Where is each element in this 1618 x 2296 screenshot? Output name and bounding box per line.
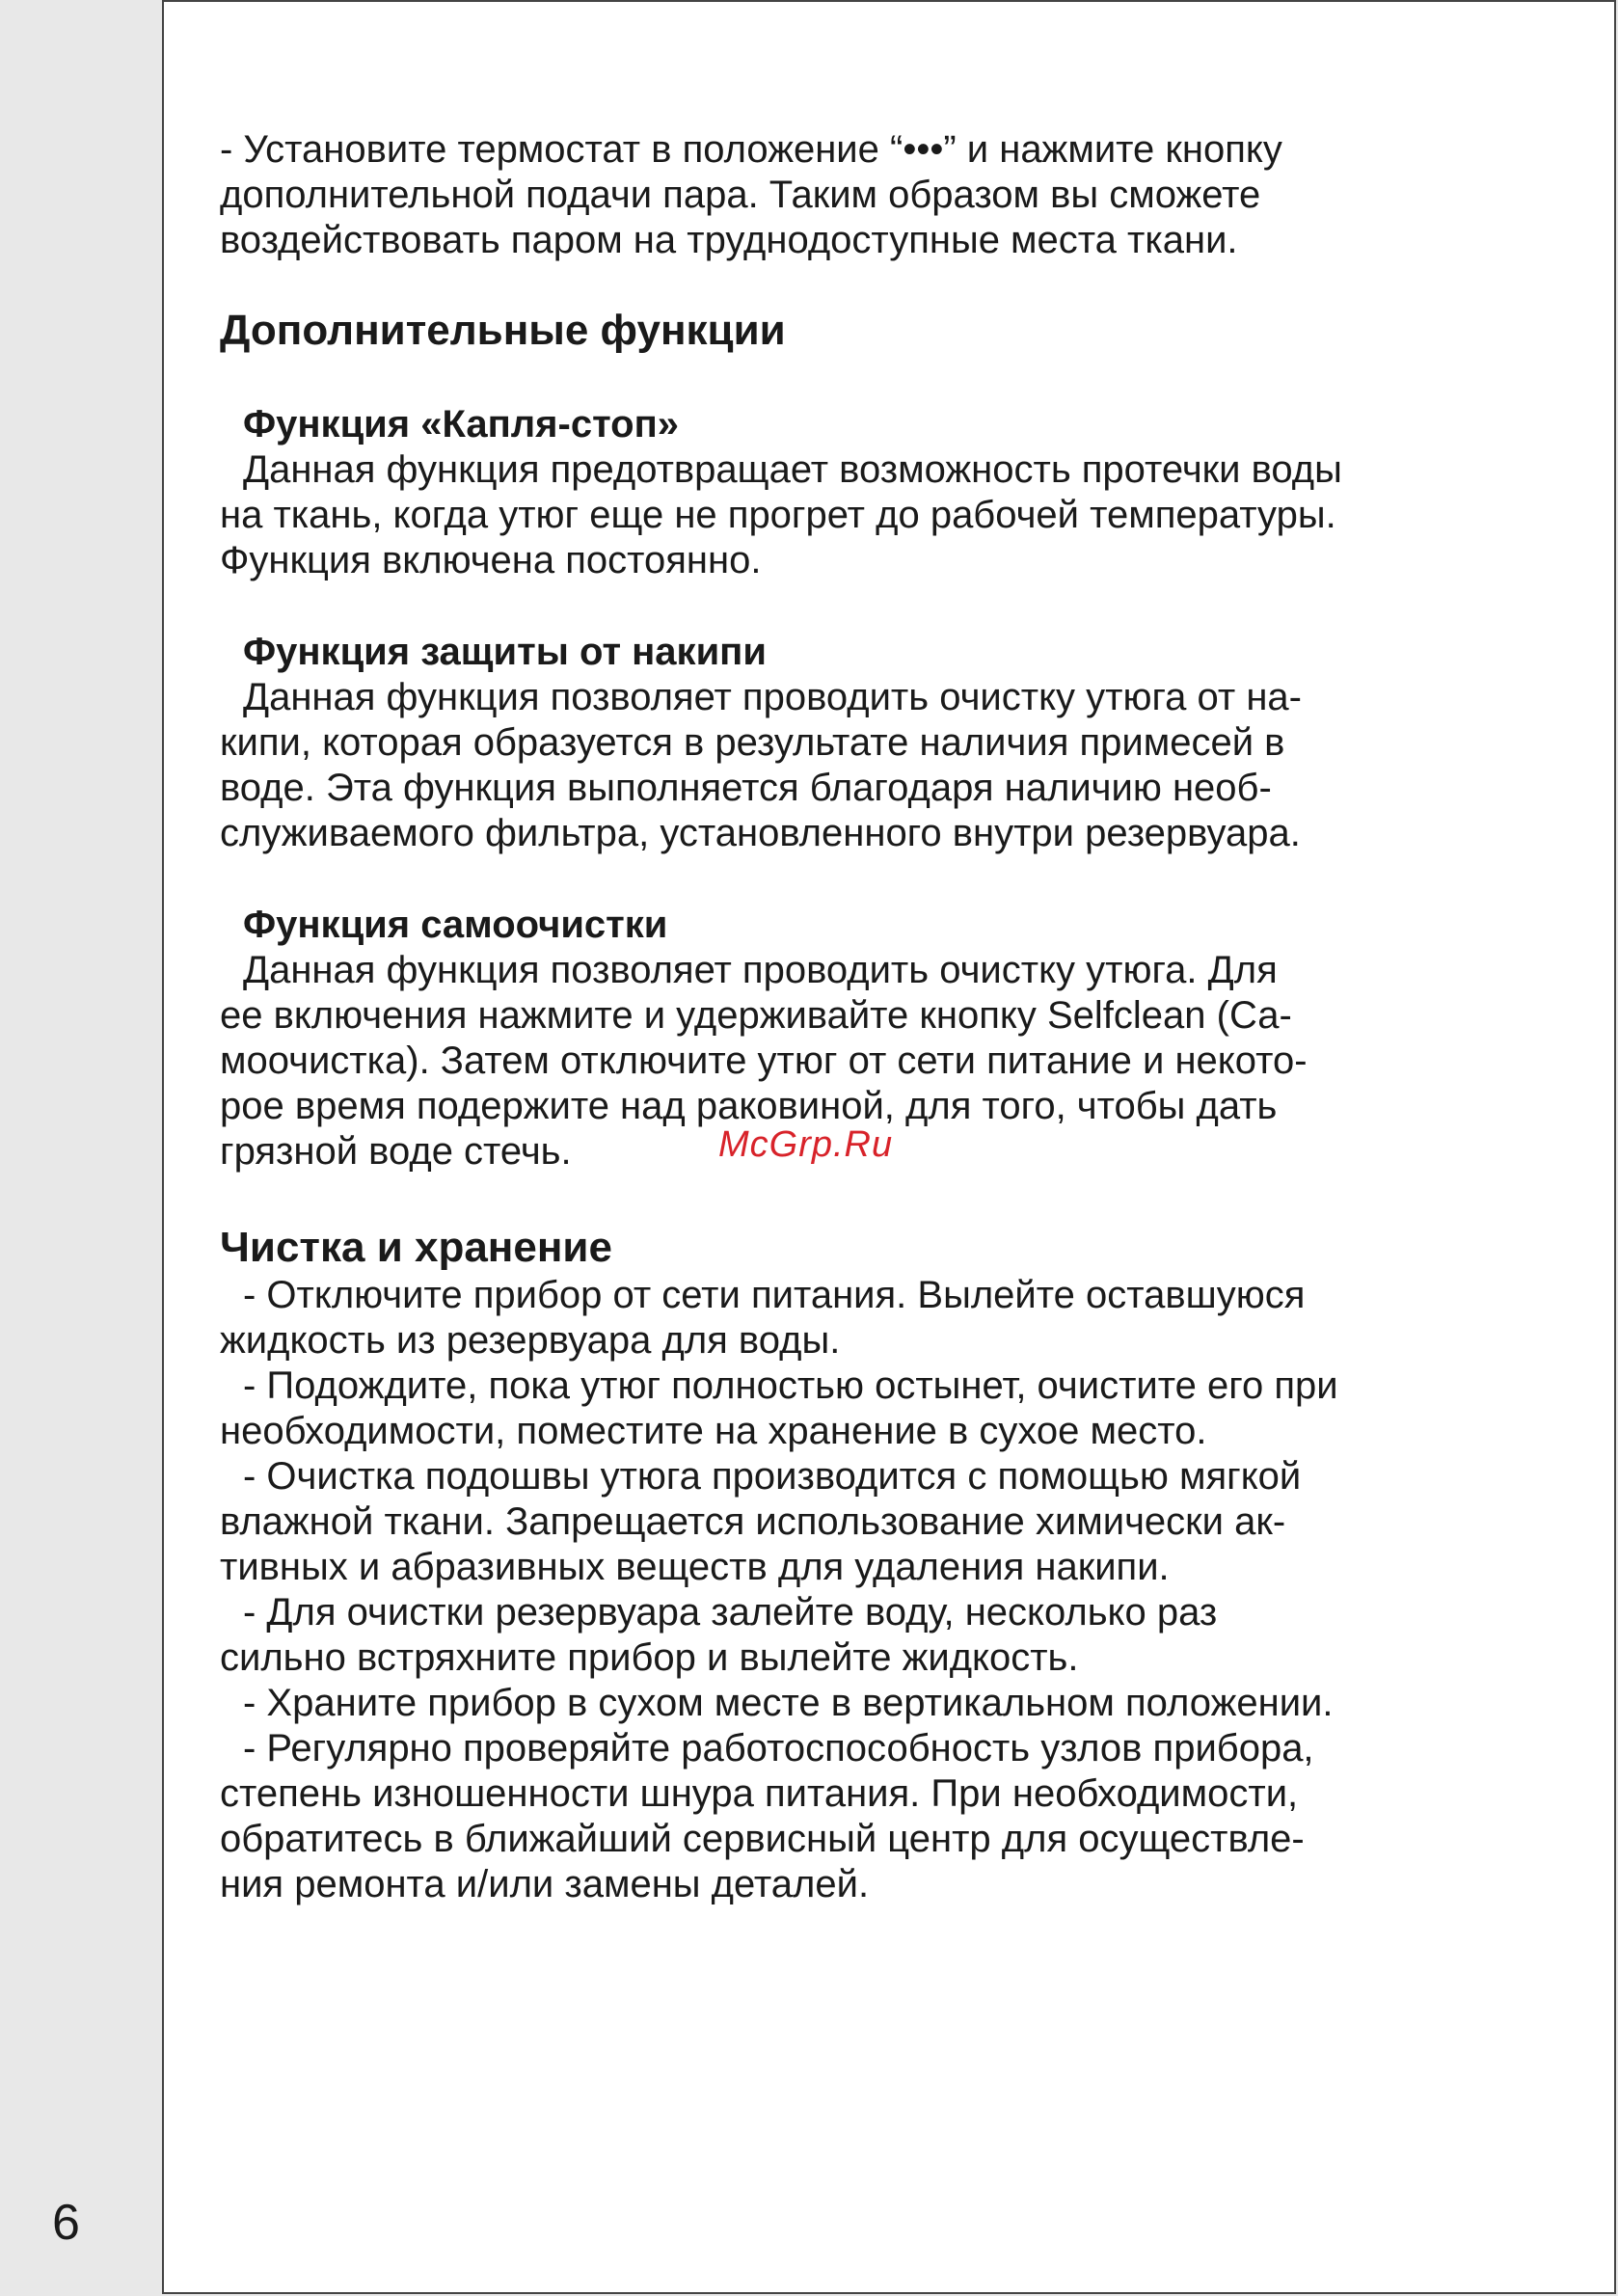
text-line: - Очистка подошвы утюга производится с помощью мягкой bbox=[243, 1455, 1302, 1498]
text-line: ее включения нажмите и удерживайте кнопку Selfclean (Са- bbox=[220, 994, 1292, 1037]
subsection-title-drip-stop: Функция «Капля-стоп» bbox=[243, 403, 679, 446]
text-line: - Установите термостат в положение “•••” и нажмите кнопку bbox=[220, 128, 1282, 171]
text-line: сильно встряхните прибор и вылейте жидкость. bbox=[220, 1636, 1079, 1679]
text-line: - Подождите, пока утюг полностью остынет, очистите его при bbox=[243, 1364, 1338, 1407]
text-line: Данная функция предотвращает возможность протечки воды bbox=[243, 448, 1342, 491]
text-line: жидкость из резервуара для воды. bbox=[220, 1319, 841, 1362]
text-line: - Регулярно проверяйте работоспособность узлов прибора, bbox=[243, 1727, 1314, 1769]
text-line: воде. Эта функция выполняется благодаря наличию необ- bbox=[220, 767, 1272, 809]
text-line: - Храните прибор в сухом месте в вертикальном положении. bbox=[243, 1682, 1334, 1724]
page-number: 6 bbox=[52, 2195, 80, 2251]
text-line: Функция включена постоянно. bbox=[220, 539, 762, 581]
drip-stop-paragraph bbox=[220, 447, 1425, 583]
subsection-title-anti-calc: Функция защиты от накипи bbox=[243, 631, 767, 673]
text-line: рое время подержите над раковиной, для того, чтобы дать bbox=[220, 1085, 1278, 1127]
text-line: обратитесь в ближайший сервисный центр для осуществле- bbox=[220, 1818, 1305, 1860]
text-line: на ткань, когда утюг еще не прогрет до рабочей температуры. bbox=[220, 494, 1336, 536]
intro-paragraph bbox=[220, 127, 1425, 263]
text-line: Данная функция позволяет проводить очистку утюга от на- bbox=[243, 676, 1302, 718]
text-line: необходимости, поместите на хранение в сухое место. bbox=[220, 1410, 1207, 1452]
text-line: тивных и абразивных веществ для удаления накипи. bbox=[220, 1546, 1170, 1588]
watermark: McGrp.Ru bbox=[718, 1124, 894, 1165]
anti-calc-paragraph bbox=[220, 675, 1425, 856]
text-line: служиваемого фильтра, установленного внутри резервуара. bbox=[220, 812, 1301, 854]
cleaning-storage-list bbox=[220, 1273, 1425, 1907]
section-title-extra-functions: Дополнительные функции bbox=[220, 307, 786, 354]
text-line: кипи, которая образуется в результате наличия примесей в bbox=[220, 721, 1285, 764]
text-line: - Отключите прибор от сети питания. Вылейте оставшуюся bbox=[243, 1274, 1306, 1316]
text-line: степень изношенности шнура питания. При необходимости, bbox=[220, 1772, 1299, 1815]
text-line: воздействовать паром на труднодоступные места ткани. bbox=[220, 219, 1238, 261]
text-line: дополнительной подачи пара. Таким образом вы сможете bbox=[220, 174, 1261, 216]
page-content bbox=[220, 127, 1425, 1907]
section-title-cleaning-storage: Чистка и хранение bbox=[220, 1224, 612, 1271]
text-line: - Для очистки резервуара залейте воду, несколько раз bbox=[243, 1591, 1218, 1634]
text-line: моочистка). Затем отключите утюг от сети питание и некото- bbox=[220, 1040, 1308, 1082]
text-line: Данная функция позволяет проводить очистку утюга. Для bbox=[243, 949, 1278, 991]
subsection-title-self-clean: Функция самоочистки bbox=[243, 904, 668, 946]
text-line: грязной воде стечь. bbox=[220, 1130, 572, 1173]
text-line: влажной ткани. Запрещается использование химически ак- bbox=[220, 1500, 1286, 1543]
text-line: ния ремонта и/или замены деталей. bbox=[220, 1863, 870, 1905]
